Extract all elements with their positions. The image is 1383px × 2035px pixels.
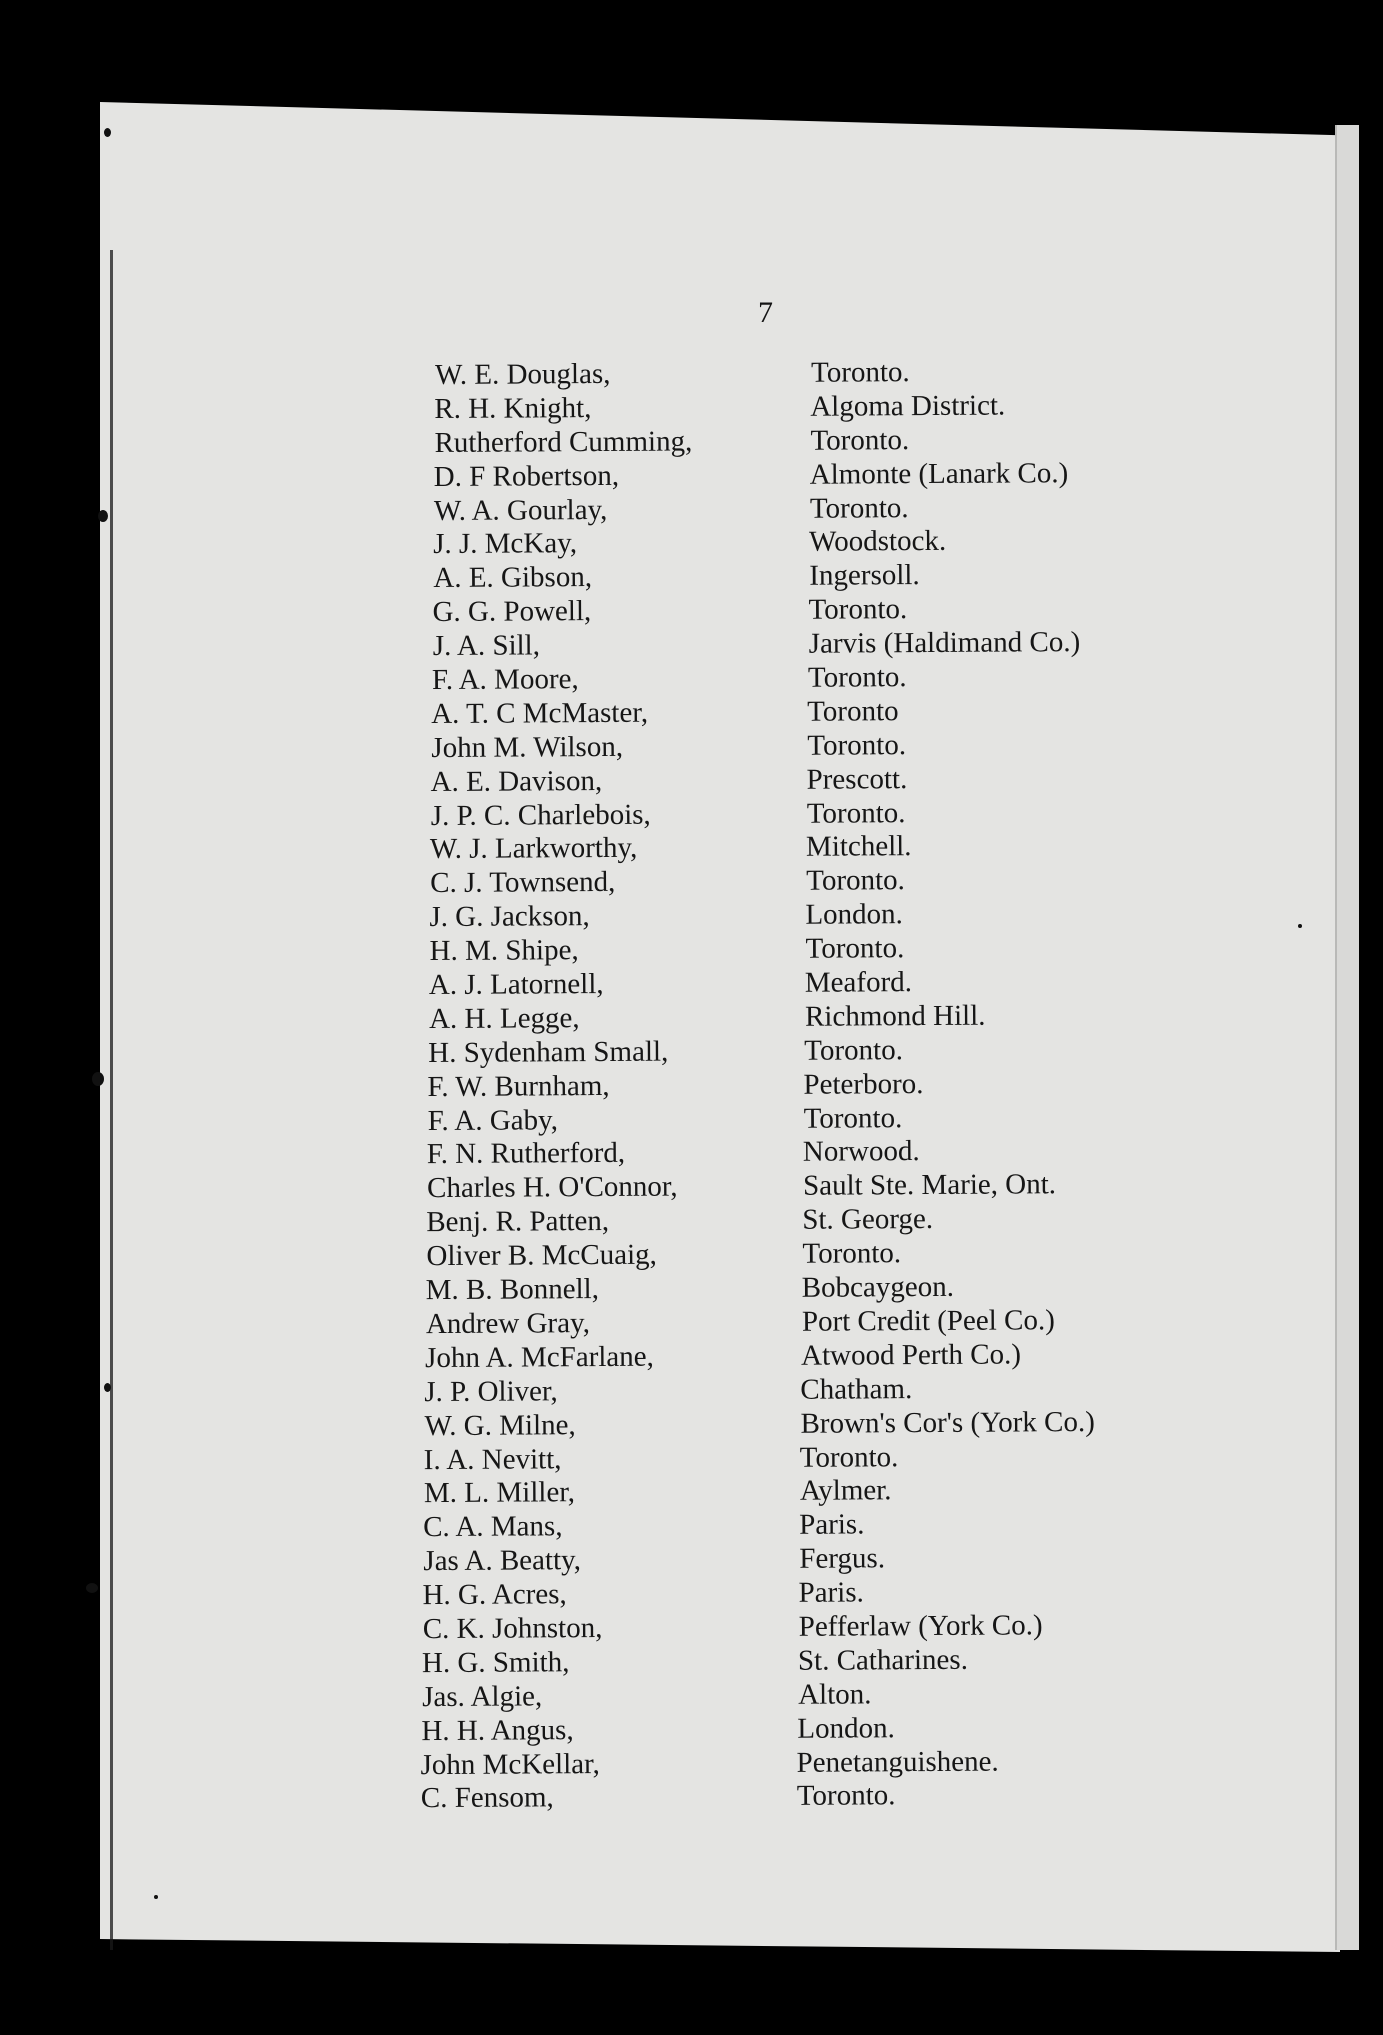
list-item bbox=[423, 1508, 865, 1544]
list-item bbox=[433, 491, 909, 528]
ink-speck bbox=[98, 510, 108, 522]
list-item bbox=[427, 1101, 903, 1138]
place-name: Toronto. bbox=[802, 1237, 902, 1270]
place-name: Toronto. bbox=[803, 1101, 903, 1135]
person-name: R. H. Knight, bbox=[434, 391, 592, 425]
person-name: H. G. Acres, bbox=[422, 1578, 567, 1612]
list-item bbox=[425, 1270, 955, 1307]
paper-sheet bbox=[100, 102, 1340, 1952]
ink-speck bbox=[1298, 924, 1302, 928]
place-name: Toronto. bbox=[804, 1033, 903, 1067]
place-name: Alton. bbox=[798, 1678, 872, 1711]
list-item bbox=[421, 1643, 969, 1680]
person-name: J. G. Jackson, bbox=[429, 900, 590, 934]
place-name: Pefferlaw (York Co.) bbox=[798, 1609, 1043, 1643]
place-name: Algoma District. bbox=[810, 389, 1006, 423]
place-name: Richmond Hill. bbox=[804, 999, 986, 1033]
binding-edge bbox=[110, 250, 113, 1950]
list-item bbox=[433, 559, 920, 595]
person-name: F. A. Gaby, bbox=[427, 1103, 559, 1137]
person-name: M. L. Miller, bbox=[423, 1476, 576, 1510]
place-name: Toronto. bbox=[799, 1440, 899, 1474]
place-name: London. bbox=[797, 1711, 895, 1745]
place-name: Port Credit (Peel Co.) bbox=[801, 1304, 1055, 1338]
place-name: Ingersoll. bbox=[809, 559, 920, 593]
person-name: W. E. Douglas, bbox=[435, 357, 611, 391]
list-item bbox=[422, 1609, 1043, 1646]
list-item bbox=[429, 932, 905, 968]
list-item bbox=[420, 1779, 896, 1815]
place-name: Bobcaygeon. bbox=[801, 1270, 955, 1304]
place-name: Paris. bbox=[799, 1508, 865, 1542]
person-name: F. A. Moore, bbox=[431, 663, 579, 697]
list-item bbox=[422, 1678, 872, 1714]
person-name: Oliver B. McCuaig, bbox=[426, 1238, 657, 1273]
list-item bbox=[429, 898, 903, 934]
person-name: H. H. Angus, bbox=[421, 1713, 574, 1747]
place-name: Jarvis (Haldimand Co.) bbox=[808, 626, 1081, 660]
list-item bbox=[426, 1135, 920, 1171]
list-item bbox=[430, 796, 906, 833]
ink-speck bbox=[154, 1895, 158, 1899]
list-item bbox=[423, 1474, 892, 1510]
place-name: Toronto. bbox=[810, 423, 910, 457]
list-item bbox=[425, 1304, 1055, 1341]
place-name: Toronto. bbox=[807, 661, 907, 694]
place-name: St. George. bbox=[802, 1203, 934, 1237]
person-name: Jas A. Beatty, bbox=[423, 1544, 582, 1578]
ink-speck bbox=[104, 1383, 111, 1392]
place-name: Aylmer. bbox=[799, 1474, 892, 1508]
place-name: Penetanguishene. bbox=[796, 1745, 999, 1779]
list-item bbox=[422, 1576, 864, 1612]
place-name: Meaford. bbox=[804, 966, 913, 999]
list-item bbox=[430, 864, 905, 900]
person-name: A. E. Davison, bbox=[430, 764, 603, 798]
place-name: Toronto. bbox=[809, 491, 909, 525]
list-item bbox=[424, 1372, 913, 1409]
person-name: J. J. McKay, bbox=[433, 527, 578, 561]
list-item bbox=[431, 728, 907, 765]
place-name: Chatham. bbox=[800, 1372, 913, 1406]
person-name: C. A. Mans, bbox=[423, 1510, 563, 1544]
place-name: Fergus. bbox=[799, 1542, 886, 1575]
list-item bbox=[427, 1067, 924, 1104]
place-name: Atwood Perth Co.) bbox=[801, 1338, 1022, 1372]
person-name: John McKellar, bbox=[420, 1747, 600, 1781]
person-name: J. P. Oliver, bbox=[424, 1374, 558, 1408]
person-name: A. J. Latornell, bbox=[428, 968, 604, 1002]
list-item bbox=[434, 389, 1006, 426]
person-name: Rutherford Cumming, bbox=[434, 425, 693, 459]
list-item bbox=[421, 1711, 895, 1748]
place-name: Woodstock. bbox=[809, 525, 947, 559]
list-item bbox=[433, 456, 1069, 494]
person-name: Benj. R. Patten, bbox=[426, 1205, 610, 1239]
person-name: H. M. Shipe, bbox=[429, 934, 579, 968]
ink-speck bbox=[92, 1072, 104, 1086]
list-item bbox=[428, 1033, 903, 1070]
person-name: A. H. Legge, bbox=[428, 1002, 580, 1035]
person-name: F. W. Burnham, bbox=[427, 1069, 610, 1103]
list-item bbox=[426, 1237, 902, 1273]
list-item bbox=[432, 593, 908, 629]
place-name: Prescott. bbox=[806, 762, 908, 796]
name-place-list bbox=[420, 356, 1095, 1815]
list-item bbox=[428, 999, 986, 1036]
place-name: Toronto. bbox=[806, 796, 906, 830]
place-name: Toronto bbox=[807, 695, 899, 728]
person-name: W. A. Gourlay, bbox=[433, 493, 608, 527]
list-item bbox=[430, 762, 908, 799]
list-item bbox=[425, 1338, 1022, 1375]
person-name: C. J. Townsend, bbox=[430, 866, 616, 900]
person-name: John A. McFarlane, bbox=[425, 1340, 654, 1374]
place-name: Sault Ste. Marie, Ont. bbox=[802, 1168, 1057, 1203]
list-item bbox=[429, 830, 912, 866]
place-name: Toronto. bbox=[805, 932, 905, 965]
list-item bbox=[426, 1203, 934, 1239]
list-item bbox=[431, 661, 907, 697]
list-item bbox=[432, 626, 1081, 663]
place-name: Peterboro. bbox=[803, 1067, 924, 1101]
person-name: J. A. Sill, bbox=[432, 629, 541, 663]
person-name: F. N. Rutherford, bbox=[426, 1137, 626, 1171]
list-item bbox=[423, 1440, 899, 1476]
place-name: Almonte (Lanark Co.) bbox=[809, 456, 1069, 491]
person-name: W. J. Larkworthy, bbox=[429, 832, 638, 866]
person-name: I. A. Nevitt, bbox=[423, 1442, 562, 1476]
person-name: G. G. Powell, bbox=[432, 595, 592, 629]
place-name: Paris. bbox=[798, 1576, 864, 1609]
person-name: H. G. Smith, bbox=[421, 1646, 570, 1679]
person-name: A. T. C McMaster, bbox=[431, 696, 649, 730]
list-item bbox=[424, 1405, 1095, 1443]
place-name: Norwood. bbox=[802, 1135, 920, 1169]
person-name: C. Fensom, bbox=[420, 1781, 554, 1815]
place-name: Toronto. bbox=[808, 593, 908, 626]
place-name: London. bbox=[805, 898, 903, 931]
list-item bbox=[434, 423, 910, 460]
person-name: H. Sydenham Small, bbox=[428, 1035, 669, 1069]
list-item bbox=[431, 695, 899, 731]
person-name: W. G. Milne, bbox=[424, 1408, 576, 1442]
person-name: M. B. Bonnell, bbox=[425, 1273, 600, 1307]
place-name: Toronto. bbox=[807, 728, 907, 762]
place-name: Mitchell. bbox=[805, 830, 912, 864]
person-name: Andrew Gray, bbox=[425, 1307, 591, 1341]
place-name: Toronto. bbox=[796, 1779, 896, 1813]
person-name: J. P. C. Charlebois, bbox=[430, 798, 651, 832]
ink-speck bbox=[86, 1583, 98, 1593]
list-item bbox=[426, 1168, 1057, 1205]
list-item bbox=[420, 1745, 999, 1781]
person-name: Jas. Algie, bbox=[422, 1680, 543, 1713]
place-name: Toronto. bbox=[806, 864, 905, 898]
person-name: John M. Wilson, bbox=[431, 730, 624, 764]
list-item bbox=[423, 1542, 886, 1578]
person-name: D. F Robertson, bbox=[433, 459, 620, 493]
person-name: Charles H. O'Connor, bbox=[426, 1170, 678, 1205]
list-item bbox=[428, 966, 913, 1002]
ink-speck bbox=[104, 128, 111, 137]
page-number: 7 bbox=[758, 296, 773, 329]
place-name: St. Catharines. bbox=[797, 1643, 969, 1677]
list-item bbox=[433, 525, 947, 561]
page-edge bbox=[1335, 125, 1359, 1950]
person-name: A. E. Gibson, bbox=[433, 561, 593, 595]
place-name: Toronto. bbox=[810, 356, 910, 389]
person-name: C. K. Johnston, bbox=[422, 1611, 603, 1646]
place-name: Brown's Cor's (York Co.) bbox=[800, 1405, 1095, 1440]
